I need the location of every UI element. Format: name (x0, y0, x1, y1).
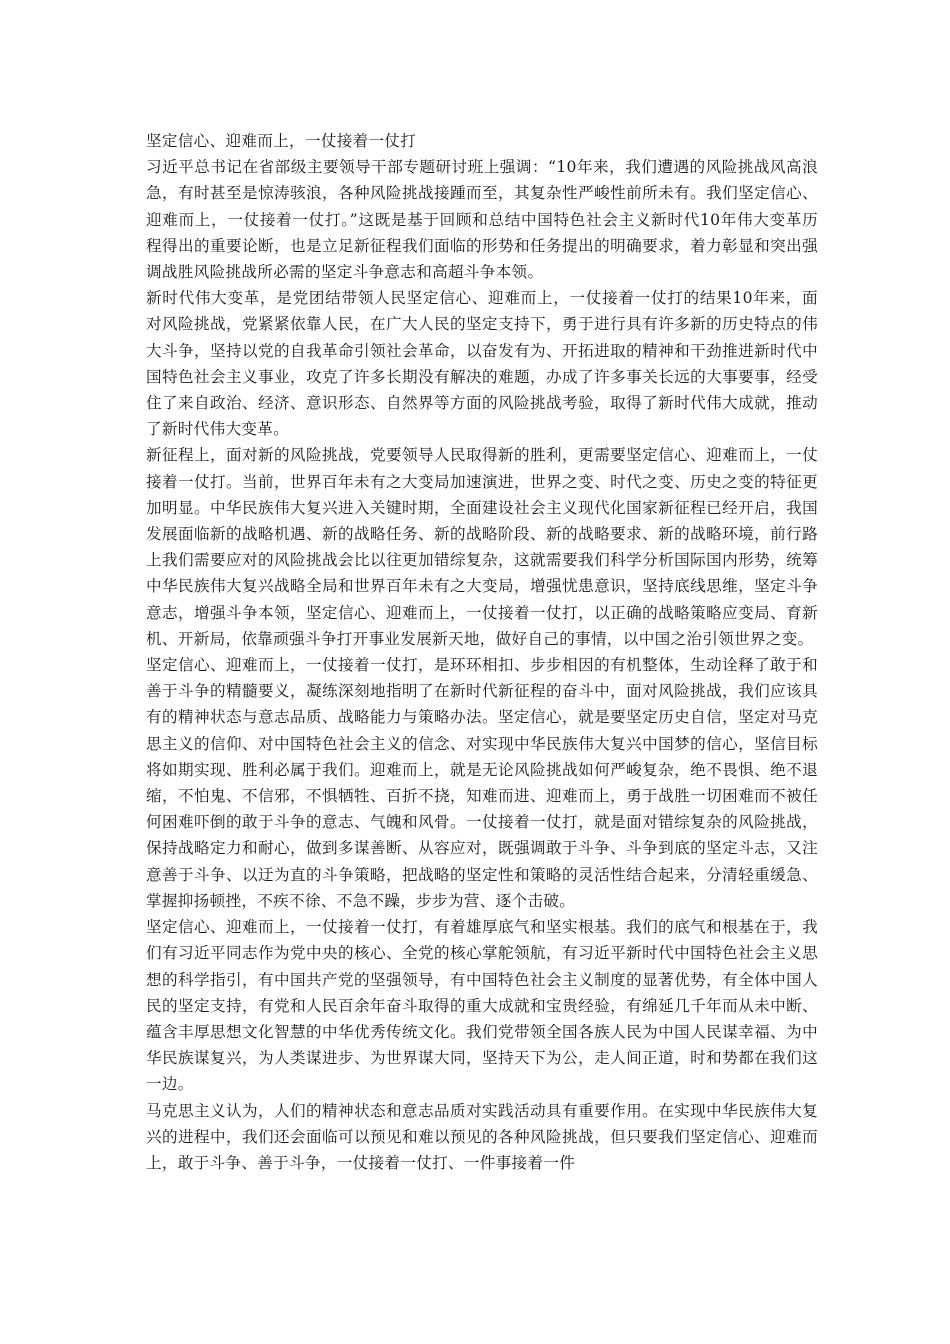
paragraph-3: 新征程上，面对新的风险挑战，党要领导人民取得新的胜利，更需要坚定信心、迎难而上，一仗接着一仗打。当前，世界百年未有之大变局加速演进，世界之变、时代之变、历史之变的特征更加明显。中华民族伟大复兴进入关键时期，全面建设社会主义现代化国家新征程已经开启，我国发展面临新的战略机遇、新的战略任务、新的战略阶段、新的战略要求、新的战略环境，前行路上我们需要应对的风险挑战会比以往更加错综复杂，这就需要我们科学分析国际国内形势，统筹中华民族伟大复兴战略全局和世界百年未有之大变局，增强忧患意识，坚持底线思维，坚定斗争意志，增强斗争本领，坚定信心、迎难而上，一仗接着一仗打，以正确的战略策略应变局、育新机、开新局，依靠顽强斗争打开事业发展新天地，做好自己的事情，以中国之治引领世界之变。 (146, 446, 818, 648)
document-title: 坚定信心、迎难而上，一仗接着一仗打 (146, 132, 417, 150)
paragraph-5: 坚定信心、迎难而上，一仗接着一仗打，有着雄厚底气和坚实根基。我们的底气和根基在于，我们有习近平同志作为党中央的核心、全党的核心掌舵领航，有习近平新时代中国特色社会主义思想的科学指引，有中国共产党的坚强领导，有中国特色社会主义制度的显著优势，有全体中国人民的坚定支持，有党和人民百余年奋斗取得的重大成就和宝贵经验，有绵延几千年而从未中断、蕴含丰厚思想文化智慧的中华优秀传统文化。我们党带领全国各族人民为中国人民谋幸福、为中华民族谋复兴，为人类谋进步、为世界谋大同，坚持天下为公，走人间正道，时和势都在我们这一边。 (146, 918, 818, 1094)
paragraph-4: 坚定信心、迎难而上，一仗接着一仗打，是环环相扣、步步相因的有机整体，生动诠释了敢于和善于斗争的精髓要义，凝练深刻地指明了在新时代新征程的奋斗中，面对风险挑战，我们应该具有的精神状态与意志品质、战略能力与策略办法。坚定信心，就是要坚定历史自信，坚定对马克思主义的信仰、对中国特色社会主义的信念、对实现中华民族伟大复兴中国梦的信心，坚信目标将如期实现、胜利必属于我们。迎难而上，就是无论风险挑战如何严峻复杂，绝不畏惧、绝不退缩，不怕鬼、不信邪，不惧牺牲、百折不挠，知难而进、迎难而上，勇于战胜一切困难而不被任何困难吓倒的敢于斗争的意志、气魄和风骨。一仗接着一仗打，就是面对错综复杂的风险挑战，保持战略定力和耐心，做到多谋善断、从容应对，既强调敢于斗争、斗争到底的坚定斗志，又注意善于斗争、以迂为直的斗争策略，把战略的坚定性和策略的灵活性结合起来，分清轻重缓急、掌握抑扬顿挫，不疾不徐、不急不躁，步步为营、逐个击破。 (146, 656, 818, 910)
paragraph-1: 习近平总书记在省部级主要领导干部专题研讨班上强调：“10年来，我们遭遇的风险挑战风高浪急，有时甚至是惊涛骇浪，各种风险挑战接踵而至，其复杂性严峻性前所未有。我们坚定信心、迎难而上，一仗接着一仗打。”这既是基于回顾和总结中国特色社会主义新时代10年伟大变革历程得出的重要论断，也是立足新征程我们面临的形势和任务提出的明确要求，着力彰显和突出强调战胜风险挑战所必需的坚定斗争意志和高超斗争本领。 (146, 158, 818, 282)
paragraph-6: 马克思主义认为，人们的精神状态和意志品质对实践活动具有重要作用。在实现中华民族伟大复兴的进程中，我们还会面临可以预见和难以预见的各种风险挑战，但只要我们坚定信心、迎难而上，敢于斗争、善于斗争，一仗接着一仗打、一件事接着一件 (146, 1101, 818, 1172)
paragraph-2: 新时代伟大变革，是党团结带领人民坚定信心、迎难而上，一仗接着一仗打的结果10年来，面对风险挑战，党紧紧依靠人民，在广大人民的坚定支持下，勇于进行具有许多新的历史特点的伟大斗争，坚持以党的自我革命引领社会革命，以奋发有为、开拓进取的精神和干劲推进新时代中国特色社会主义事业，攻克了许多长期没有解决的难题，办成了许多事关长远的大事要事，经受住了来自政治、经济、意识形态、自然界等方面的风险挑战考验，取得了新时代伟大成就，推动了新时代伟大变革。 (146, 289, 818, 439)
document-body (146, 128, 818, 1176)
